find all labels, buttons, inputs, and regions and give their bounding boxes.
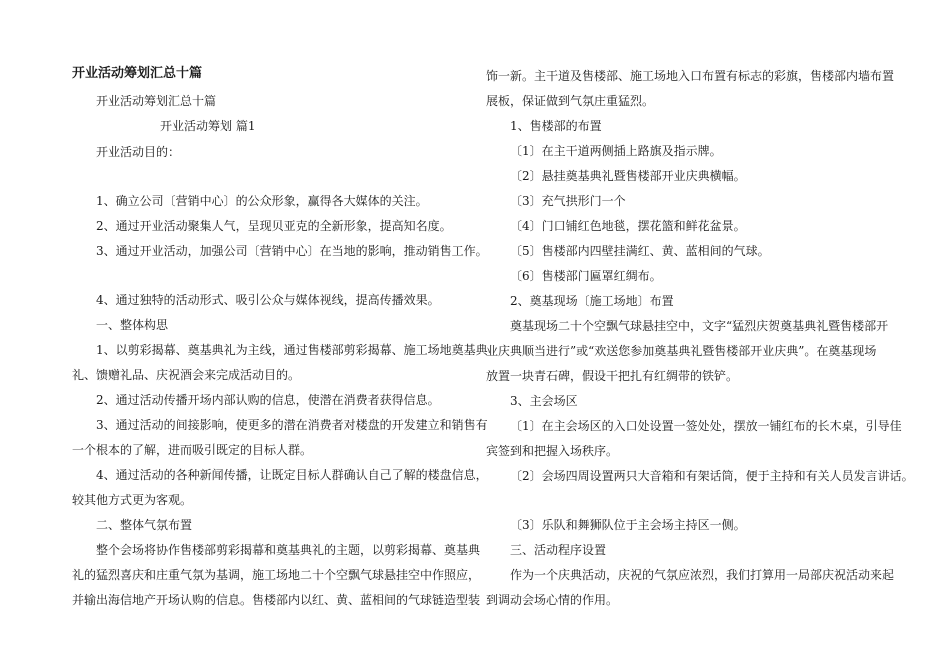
paragraph: 作为一个庆典活动，庆祝的气氛应浓烈，我们打算用一局部庆祝活动来起: [510, 568, 895, 582]
paragraph: 2、通过活动传播开场内部认购的信息，使潜在消费者获得信息。: [96, 393, 440, 407]
list-item: 〔2〕会场四周设置两只大音箱和有架话筒，便于主持和有关人员发言讲话。: [510, 469, 914, 483]
paragraph: 饰一新。主干道及售楼部、施工场地入口布置有标志的彩旗，售楼部内墙布置: [486, 69, 895, 83]
paragraph: 1、确立公司〔营销中心〕的公众形象，赢得各大媒体的关注。: [96, 194, 428, 208]
paragraph: 开业活动筹划汇总十篇: [96, 94, 217, 108]
list-item: 〔3〕充气拱形门一个: [510, 194, 626, 208]
paragraph: 放置一块青石碑，假设干把扎有红绸带的铁铲。: [486, 369, 739, 383]
paragraph: 到调动会场心情的作用。: [486, 593, 619, 607]
section-heading: 3、主会场区: [510, 394, 578, 408]
paragraph: 并输出海信地产开场认购的信息。售楼部内以红、黄、蓝相间的气球链造型装: [72, 593, 481, 607]
section-heading: 二、整体气氛布置: [96, 518, 193, 532]
list-item: 〔2〕悬挂奠基典礼暨售楼部开业庆典横幅。: [510, 169, 746, 183]
list-item: 〔5〕售楼部内四壁挂满红、黄、蓝相间的气球。: [510, 244, 770, 258]
paragraph: 整个会场将协作售楼部剪彩揭幕和奠基典礼的主题，以剪彩揭幕、奠基典: [96, 543, 481, 557]
paragraph: 2、通过开业活动聚集人气，呈现贝亚克的全新形象，提高知名度。: [96, 219, 452, 233]
paragraph: 展板，保证做到气氛庄重猛烈。: [486, 94, 655, 108]
paragraph: 较其他方式更为客观。: [72, 493, 193, 507]
paragraph: 一个根本的了解，进而吸引既定的目标人群。: [72, 443, 313, 457]
paragraph: 宾签到和把握入场秩序。: [486, 444, 619, 458]
list-item: 〔1〕在主干道两侧插上路旗及指示牌。: [510, 144, 722, 158]
section-heading: 三、活动程序设置: [510, 543, 607, 557]
paragraph: 3、通过开业活动，加强公司〔营销中心〕在当地的影响，推动销售工作。: [96, 244, 488, 258]
paragraph: 4、通过独特的活动形式、吸引公众与媒体视线，提高传播效果。: [96, 293, 440, 307]
paragraph: 4、通过活动的各种新闻传播，让既定目标人群确认自己了解的楼盘信息，: [96, 468, 488, 482]
document-title: 开业活动筹划汇总十篇: [72, 66, 203, 81]
paragraph: 3、通过活动的间接影响，使更多的潜在消费者对楼盘的开发建立和销售有: [96, 418, 488, 432]
list-item: 〔6〕售楼部门匾罩红绸布。: [510, 269, 662, 283]
section-heading: 一、整体构思: [96, 318, 169, 332]
paragraph: 1、以剪彩揭幕、奠基典礼为主线，通过售楼部剪彩揭幕、施工场地奠基典: [96, 343, 488, 357]
section-heading: 2、奠基现场〔施工场地〕布置: [510, 294, 674, 308]
paragraph: 礼的猛烈喜庆和庄重气氛为基调，施工场地二十个空飘气球悬挂空中作照应，: [72, 568, 481, 582]
list-item: 〔1〕在主会场区的入口处设置一签处处，摆放一铺红布的长木桌，引导佳: [510, 419, 902, 433]
section-heading: 1、售楼部的布置: [510, 119, 602, 133]
list-item: 〔3〕乐队和舞狮队位于主会场主持区一侧。: [510, 518, 746, 532]
list-item: 〔4〕门口铺红色地毯，摆花篮和鲜花盆景。: [510, 219, 746, 233]
paragraph: 业庆典顺当进行”或“欢送您参加奠基典礼暨售楼部开业庆典”。在奠基现场: [486, 344, 877, 358]
paragraph: 开业活动目的：: [96, 145, 181, 159]
section-heading: 开业活动筹划 篇1: [160, 119, 256, 133]
paragraph: 礼、馈赠礼品、庆祝酒会来完成活动目的。: [72, 368, 301, 382]
paragraph: 奠基现场二十个空飘气球悬挂空中，文字“猛烈庆贺奠基典礼暨售楼部开: [510, 319, 889, 333]
